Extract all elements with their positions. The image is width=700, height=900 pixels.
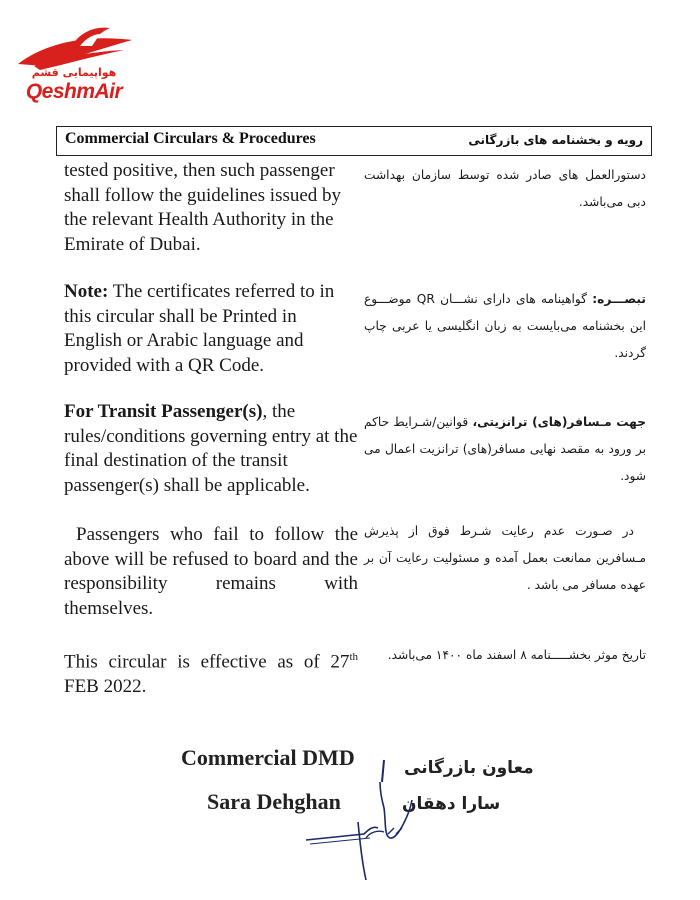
effective-english-ordinal: th xyxy=(349,651,358,663)
note-persian-label: تبصـــره: xyxy=(592,292,646,306)
signatory-name-persian: سارا دهقان xyxy=(402,794,501,814)
transit-persian-paragraph xyxy=(364,409,646,490)
signatory-title-english: Commercial DMD xyxy=(181,745,355,770)
transit-english-label: For Transit Passenger(s) xyxy=(64,401,263,422)
effective-english-after: FEB 2022. xyxy=(64,675,147,697)
transit-persian-label: جهت مـسافر(های) ترانزیتی، xyxy=(472,415,646,429)
logo-persian-text: هواپیمایی قشم xyxy=(31,66,117,79)
handwritten-signature xyxy=(300,752,420,892)
note-persian-text: گواهینامه های دارای نشـــان QR موضـــوع این بخشنامه می‌بایست به زبان انگلیسی یا عربی چاپ گردند. xyxy=(364,292,646,360)
refusal-english-paragraph: Passengers who fail to follow the above will be refused to board and the responsibility remains with themselves. xyxy=(64,524,358,619)
circular-header xyxy=(56,126,652,156)
guidelines-english-paragraph: tested positive, then such passenger shall follow the guidelines issued by the relevant Health Authority in the Emirate of Dubai. xyxy=(64,160,342,255)
header-english-title: Commercial Circulars & Procedures xyxy=(65,130,316,147)
effective-english-before: This circular is effective as of 27 xyxy=(64,651,350,673)
effective-english-paragraph xyxy=(64,645,358,699)
transit-persian-text: قوانین/شـرایط حاکم بر ورود به مقصد نهایی مسافر(های) ترانزیت اعمال می شود. xyxy=(364,415,646,483)
note-english-text: The certificates referred to in this circular shall be Printed in English or Arabic language and provided with a QR Code. xyxy=(64,281,335,376)
transit-english-paragraph xyxy=(64,400,358,498)
signatory-title-persian: معاون بازرگانی xyxy=(404,758,534,778)
note-english-paragraph xyxy=(64,280,358,378)
refusal-persian-paragraph: در صـورت عدم رعایت شـرط فوق از پذیرش مـسافرین ممانعت بعمل آمده و مسئولیت رعایت آن بر عهده مسافر می باشد . xyxy=(364,524,646,592)
transit-english-text: , the rules/conditions governing entry at the final destination of the transit passenger(s) shall be applicable. xyxy=(64,401,358,496)
effective-persian-paragraph: تاریخ موثر بخشـــــنامه ۸ اسفند ماه ۱۴۰۰ می‌باشد. xyxy=(387,648,646,662)
note-english-label: Note: xyxy=(64,281,109,302)
signatory-name-english: Sara Dehghan xyxy=(207,789,341,814)
guidelines-persian-paragraph: دستورالعمل های صادر شده توسط سازمان بهداشت دبی می‌باشد. xyxy=(364,168,646,209)
header-persian-title: رویه و بخشنامه های بازرگانی xyxy=(468,133,643,147)
logo-english-text: QeshmAir xyxy=(25,80,123,103)
airline-emblem-icon xyxy=(14,22,134,72)
note-persian-paragraph xyxy=(364,286,646,367)
qeshm-air-logo xyxy=(14,22,134,108)
